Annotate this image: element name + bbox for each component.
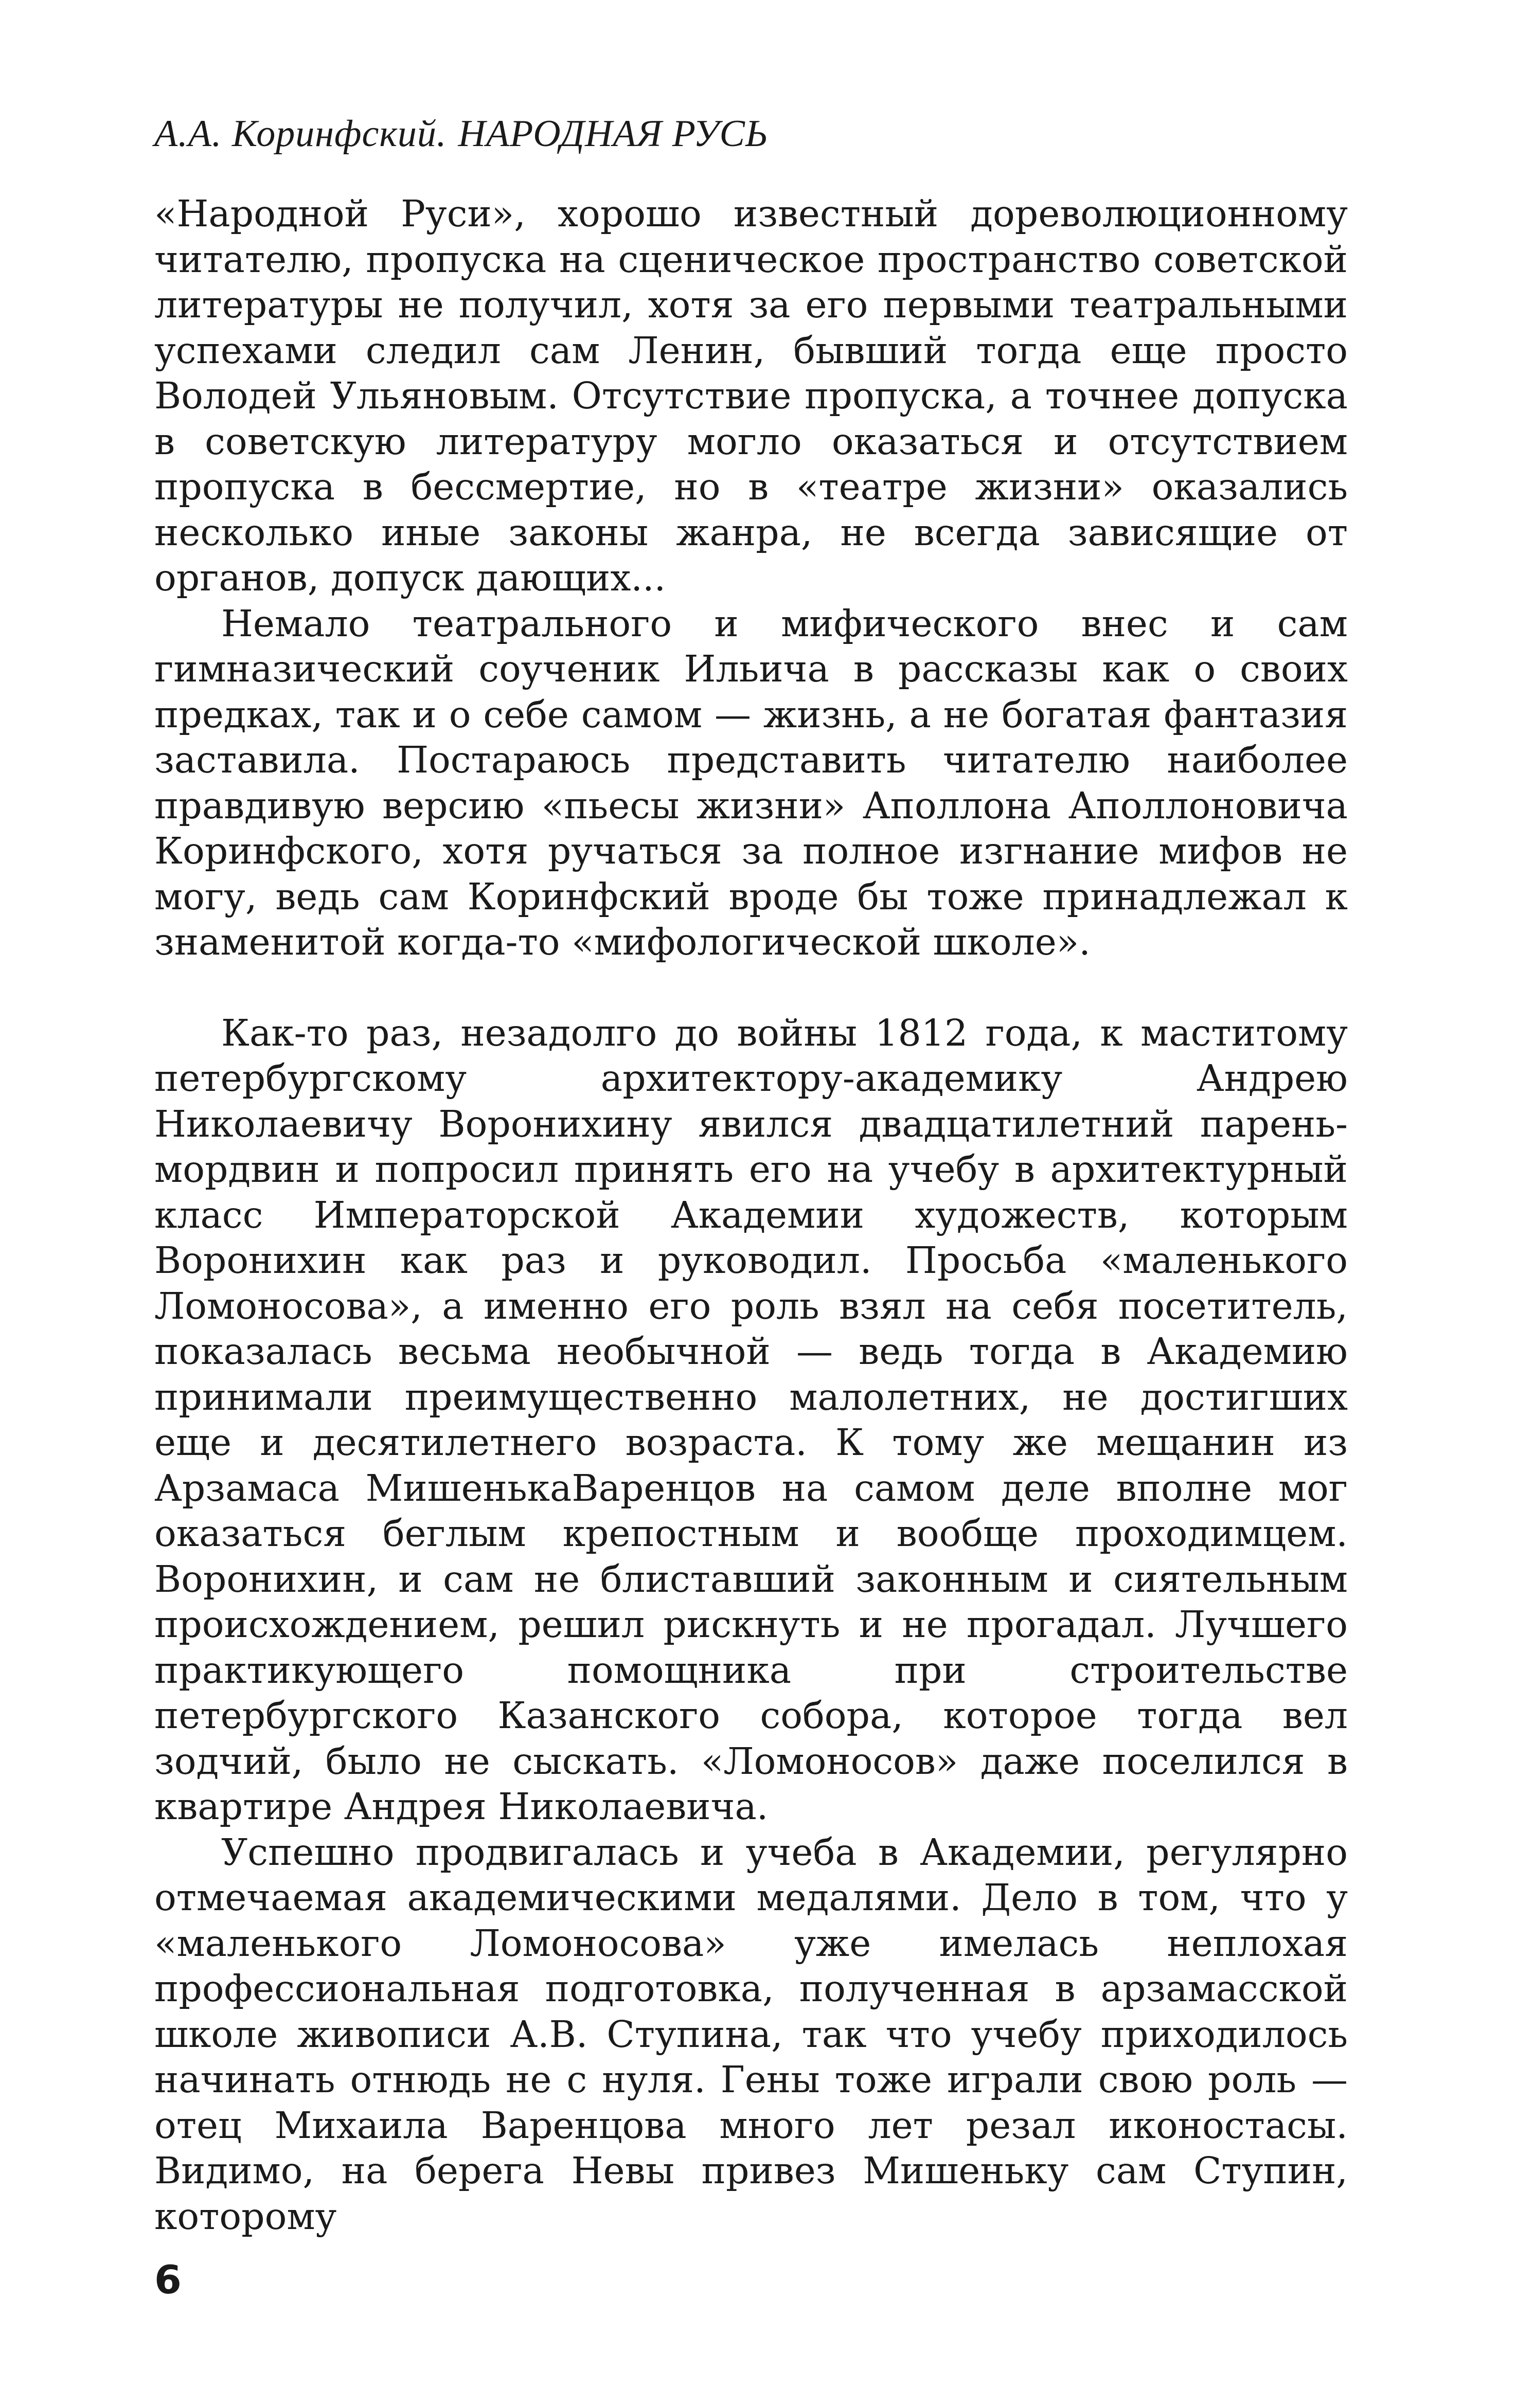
paragraph: Немало театрального и мифического внес и сам гимназический соученик Ильича в рассказы как о своих предках, так и о себе самом — жизнь, а не богатая фантазия заставила. Постараюсь представить читателю наиболее правдивую версию «пьесы жизни» Аполлона Аполлоновича Коринфского, хотя ручаться за полное изгнание мифов не могу, ведь сам Коринфский вроде бы тоже принадлежал к знаменитой когда-то «мифологической школе». — [154, 602, 1348, 963]
header-author: А.А. Коринфский. — [154, 113, 447, 155]
paragraph: Как-то раз, незадолго до войны 1812 года, к маститому петербургскому архитектору-академику Андрею Николаевичу Воронихину явился двадцатилетний парень-мордвин и попросил принять его на учебу в архитектурный класс Императорской Академии художеств, которым Воронихин как раз и руководил. Просьба «маленького Ломоносова», а именно его роль взял на себя посетитель, показалась весьма необычной — ведь тогда в Академию принимали преимущественно малолетних, не достигших еще и десятилетнего возраста. К тому же мещанин из Арзамаса МишенькаВаренцов на самом деле вполне мог оказаться беглым крепостным и вообще проходимцем. Воронихин, и сам не блиставший законным и сиятельным происхождением, решил рискнуть и не прогадал. Лучшего практикующего помощника при строительстве петербургского Казанского собора, которое тогда вел зодчий, было не сыскать. «Ломоносов» даже поселился в квартире Андрея Николаевича. — [154, 1011, 1348, 1828]
page-number: 6 — [154, 2257, 182, 2303]
header-title: НАРОДНАЯ РУСЬ — [458, 113, 769, 155]
body-text — [154, 191, 1348, 2239]
paragraph: «Народной Руси», хорошо известный дореволюционному читателю, пропуска на сценическое пространство советской литературы не получил, хотя за его первыми театральными успехами следил сам Ленин, бывший тогда еще просто Володей Ульяновым. Отсутствие пропуска, а точнее допуска в советскую литературу могло оказаться и отсутствием пропуска в бессмертие, но в «театре жизни» оказались несколько иные законы жанра, не всегда зависящие от органов, допуск дающих... — [154, 192, 1348, 599]
running-header — [154, 112, 769, 156]
paragraph: Успешно продвигалась и учеба в Академии, регулярно отмечаемая академическими медалями. Дело в том, что у «маленького Ломоносова» уже имелась неплохая профессиональная подготовка, полученная в арзамасской школе живописи А.В. Ступина, так что учебу приходилось начинать отнюдь не с нуля. Гены тоже играли свою роль — отец Михаила Варенцова много лет резал иконостасы. Видимо, на берега Невы привез Мишеньку сам Ступин, которому — [154, 1830, 1348, 2238]
